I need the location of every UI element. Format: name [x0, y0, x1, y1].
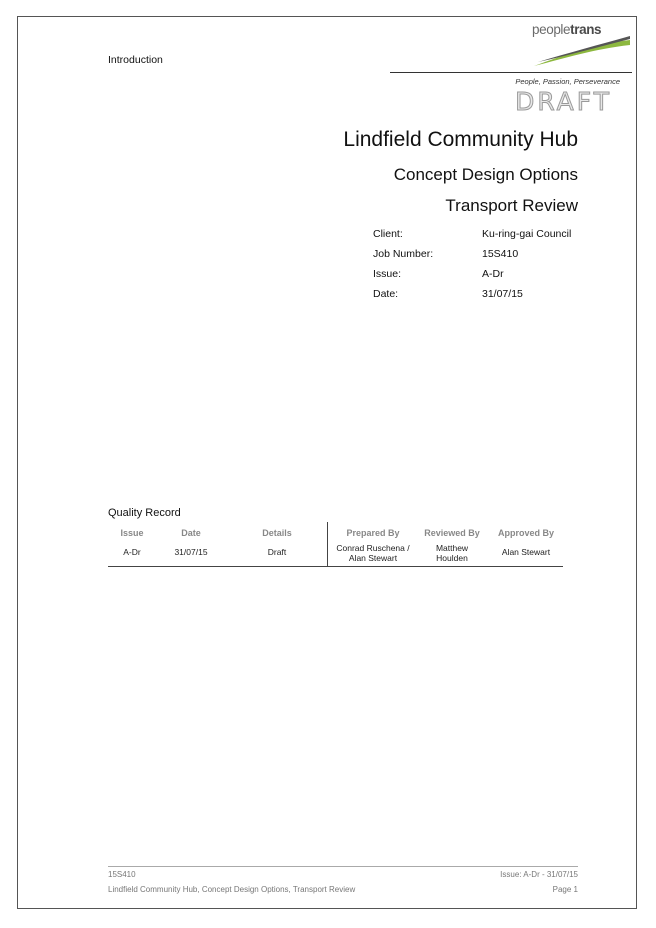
- document-title: Lindfield Community Hub: [343, 128, 578, 151]
- logo-trans: trans: [570, 22, 602, 37]
- reviewed-by-line-2: Houlden: [436, 553, 468, 563]
- reviewed-by-line-1: Matthew: [435, 543, 469, 553]
- issue-label: Issue:: [373, 268, 402, 280]
- cell-date: 31/07/15: [174, 547, 208, 557]
- header-rule: [390, 72, 632, 73]
- cell-prepared-by: [330, 543, 416, 563]
- logo-people: people: [532, 22, 571, 37]
- footer-document-name: Lindfield Community Hub, Concept Design Options, Transport Review: [108, 885, 356, 894]
- section-heading: Introduction: [108, 54, 163, 66]
- draft-watermark: DRAFT: [515, 87, 612, 116]
- footer-rule: [108, 866, 578, 867]
- header-approved-by: Approved By: [497, 528, 554, 538]
- job-number-value: 15S410: [482, 248, 519, 260]
- client-label: Client:: [373, 228, 403, 240]
- header-issue: Issue: [120, 528, 144, 538]
- footer-page-number: Page 1: [552, 885, 578, 894]
- prepared-by-line-2: Alan Stewart: [348, 553, 398, 563]
- date-label: Date:: [373, 288, 399, 300]
- job-number-label: Job Number:: [373, 248, 434, 260]
- cell-reviewed-by: [416, 543, 488, 563]
- logo-wordmark: [532, 22, 601, 37]
- quality-record-table: [108, 522, 563, 567]
- prepared-by-line-1: Conrad Ruschena /: [336, 543, 410, 553]
- header-prepared-by: Prepared By: [346, 528, 400, 538]
- footer-issue: Issue: A-Dr - 31/07/15: [500, 870, 578, 879]
- peopletrans-logo: [532, 22, 632, 68]
- header-details: Details: [262, 528, 292, 538]
- logo-swoosh-icon: [532, 36, 632, 68]
- header-date: Date: [181, 528, 201, 538]
- cell-approved-by: Alan Stewart: [501, 547, 551, 557]
- footer-job-number: 15S410: [108, 870, 136, 879]
- client-value: Ku-ring-gai Council: [482, 228, 572, 240]
- logo-tagline: People, Passion, Perseverance: [515, 77, 620, 86]
- date-value: 31/07/15: [482, 288, 523, 300]
- document-subtitle: Concept Design Options: [393, 165, 578, 184]
- issue-value: A-Dr: [482, 268, 504, 280]
- document-subtitle-2: Transport Review: [445, 196, 578, 215]
- table-divider: [327, 522, 328, 566]
- header-reviewed-by: Reviewed By: [424, 528, 480, 538]
- quality-record-title: Quality Record: [108, 507, 181, 519]
- cell-details: Draft: [267, 547, 287, 557]
- cell-issue: A-Dr: [123, 547, 141, 557]
